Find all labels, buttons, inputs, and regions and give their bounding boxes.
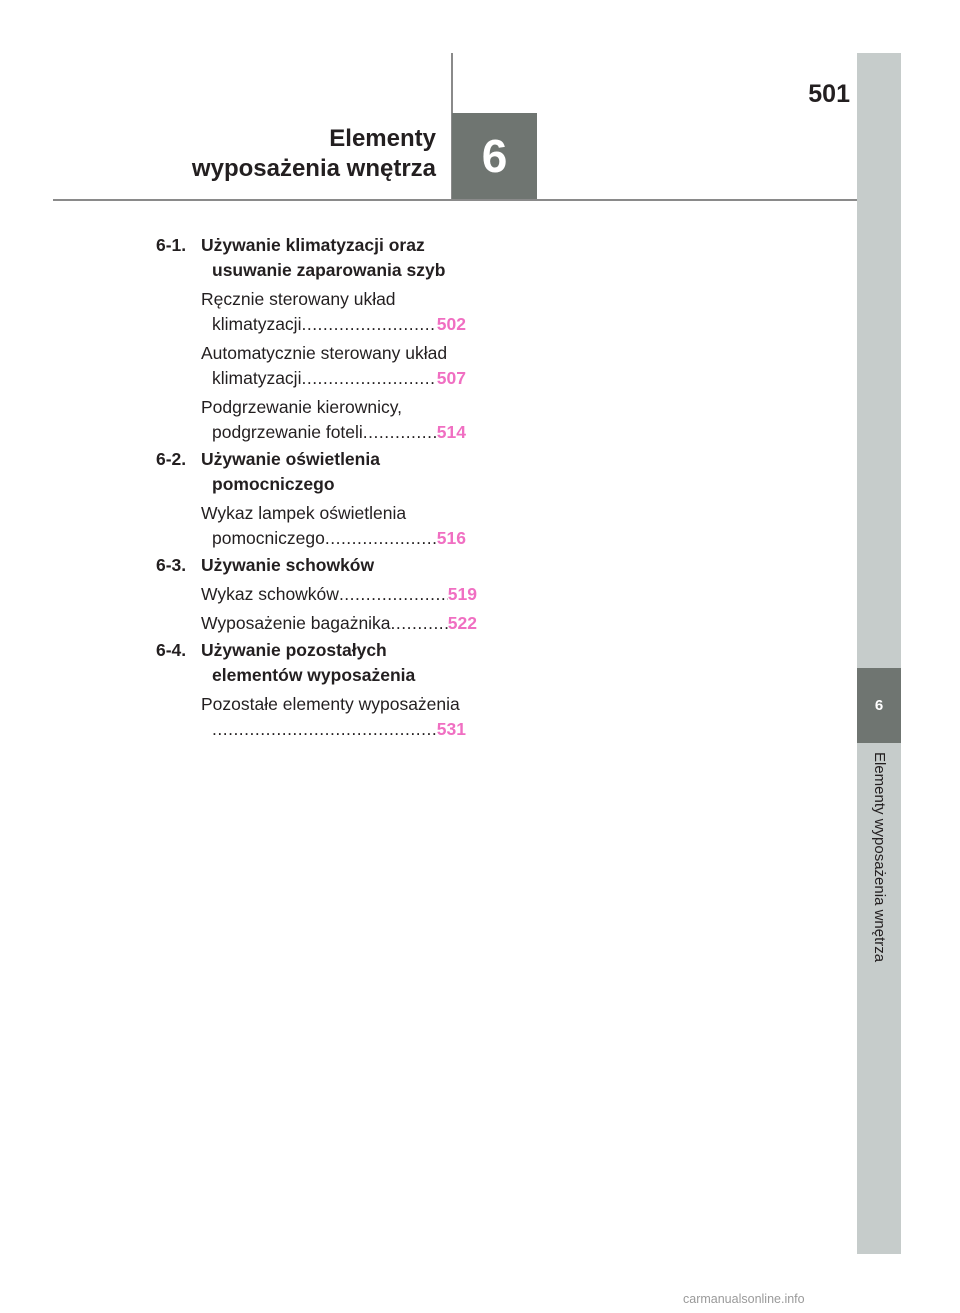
toc-entry[interactable]	[201, 582, 486, 607]
section-title	[201, 447, 486, 497]
section-title-line1: Używanie pozostałych	[201, 640, 387, 660]
page-link[interactable]: 531	[436, 719, 466, 739]
toc-entry[interactable]	[201, 287, 486, 337]
toc-entry[interactable]	[201, 611, 486, 636]
section-title-line1: Używanie schowków	[201, 555, 375, 575]
entry-title: Wyposażenie bagażnika	[201, 613, 391, 633]
entry-title: Automatycznie sterowany układ	[201, 343, 448, 363]
section-title-line2: pomocniczego	[212, 474, 335, 494]
leader-dots	[339, 582, 448, 607]
entry-title-cont: podgrzewanie foteli	[212, 422, 363, 442]
section-title	[201, 553, 486, 578]
entry-title-cont: klimatyzacji	[212, 368, 302, 388]
watermark: carmanualsonline.info	[683, 1292, 805, 1306]
side-tab-label-wrap	[864, 752, 894, 1012]
toc-entry[interactable]	[201, 692, 486, 742]
toc-entry[interactable]	[201, 341, 486, 391]
page-number: 501	[808, 80, 850, 108]
table-of-contents	[156, 233, 486, 742]
page-link[interactable]: 519	[447, 584, 477, 604]
leader-dots	[363, 420, 437, 445]
section-title-line1: Używanie klimatyzacji oraz	[201, 235, 425, 255]
section-number: 6-2.	[156, 449, 187, 469]
chapter-title-line1: Elementy	[329, 125, 436, 152]
page-link[interactable]: 502	[436, 314, 466, 334]
toc-entry[interactable]	[201, 501, 486, 551]
page-link[interactable]: 522	[447, 613, 477, 633]
entry-title-cont: pomocniczego	[212, 528, 325, 548]
section-number: 6-4.	[156, 640, 187, 660]
section-title-line1: Używanie oświetlenia	[201, 449, 380, 469]
section-number: 6-3.	[156, 555, 187, 575]
header-horizontal-rule	[53, 199, 857, 201]
toc-section-6-3	[156, 553, 486, 636]
page-link[interactable]: 516	[436, 528, 466, 548]
section-title	[201, 233, 486, 283]
side-tab-number: 6	[874, 697, 884, 714]
toc-section-6-1	[156, 233, 486, 445]
page-link[interactable]: 507	[436, 368, 466, 388]
leader-dots	[301, 312, 436, 337]
side-tab-label: Elementy wyposażenia wnętrza	[871, 752, 888, 963]
entry-title: Wykaz schowków	[201, 584, 339, 604]
entry-title: Pozostałe elementy wyposażenia	[201, 694, 460, 714]
toc-section-6-2	[156, 447, 486, 551]
entry-title-cont: klimatyzacji	[212, 314, 302, 334]
entry-title: Ręcznie sterowany układ	[201, 289, 396, 309]
leader-dots	[325, 526, 437, 551]
chapter-number-box	[452, 113, 537, 199]
chapter-title	[76, 124, 436, 184]
leader-dots	[301, 366, 436, 391]
section-title-line2: usuwanie zaparowania szyb	[212, 260, 446, 280]
leader-dots	[391, 611, 448, 636]
section-number: 6-1.	[156, 235, 187, 255]
chapter-title-line2: wyposażenia wnętrza	[191, 155, 436, 182]
page-link[interactable]: 514	[436, 422, 466, 442]
entry-title: Podgrzewanie kierownicy,	[201, 397, 403, 417]
chapter-number: 6	[481, 130, 508, 182]
leader-dots	[212, 717, 437, 742]
section-title-line2: elementów wyposażenia	[212, 665, 416, 685]
section-title	[201, 638, 486, 688]
side-tab-chapter[interactable]	[857, 668, 901, 743]
side-strip	[857, 53, 901, 1254]
entry-title: Wykaz lampek oświetlenia	[201, 503, 407, 523]
toc-section-6-4	[156, 638, 486, 742]
toc-entry[interactable]	[201, 395, 486, 445]
